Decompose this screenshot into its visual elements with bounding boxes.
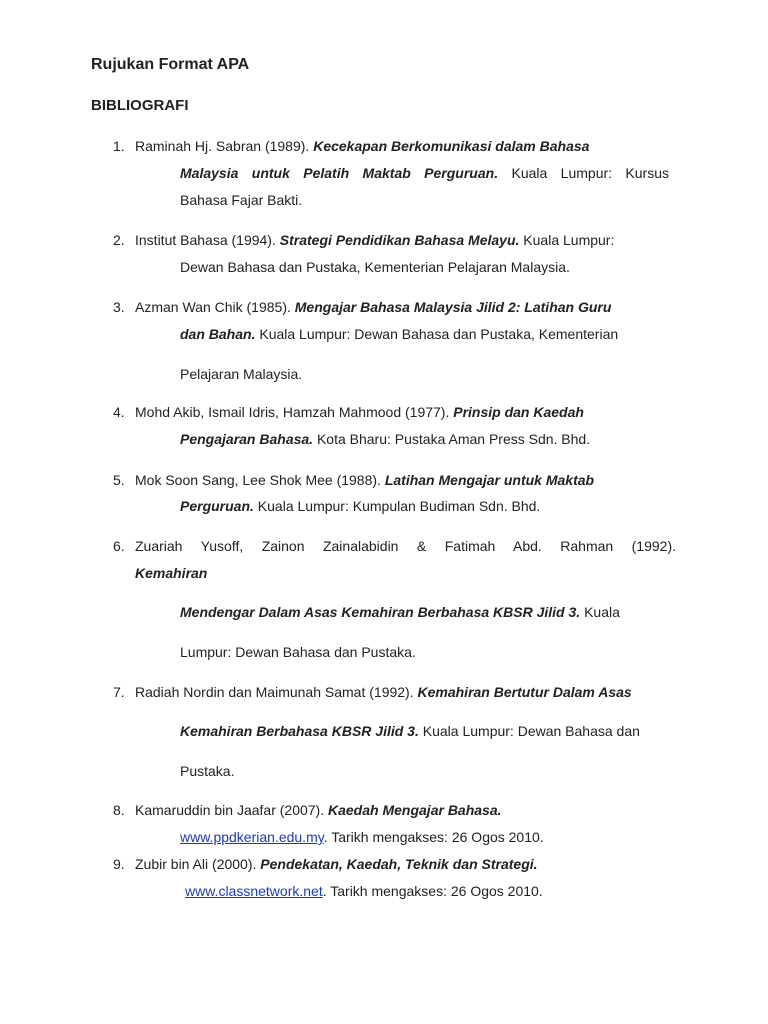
ref-line: Malaysia untuk Pelatih Maktab Perguruan. Kuala Lumpur: Kursus [180, 165, 670, 181]
ref-line: Lumpur: Dewan Bahasa dan Pustaka. [180, 644, 416, 660]
ref-line: Kemahiran [135, 565, 208, 581]
ref-line: Raminah Hj. Sabran (1989). Kecekapan Berkomunikasi dalam Bahasa [135, 138, 590, 154]
ref-line: www.classnetwork.net. Tarikh mengakses: 26 Ogos 2010. [185, 883, 543, 899]
ref-number: 8. [113, 802, 125, 818]
ref-line: Radiah Nordin dan Maimunah Samat (1992). Kemahiran Bertutur Dalam Asas [135, 684, 632, 700]
ref-line: Institut Bahasa (1994). Strategi Pendidikan Bahasa Melayu. Kuala Lumpur: [135, 232, 615, 248]
ref-line: Mendengar Dalam Asas Kemahiran Berbahasa KBSR Jilid 3. Kuala [180, 604, 620, 620]
ref-line: Pengajaran Bahasa. Kota Bharu: Pustaka Aman Press Sdn. Bhd. [180, 431, 591, 447]
ref-line: Pustaka. [180, 763, 235, 779]
ref-line: Kamaruddin bin Jaafar (2007). Kaedah Mengajar Bahasa. [135, 802, 502, 818]
ref-line: Mohd Akib, Ismail Idris, Hamzah Mahmood (1977). Prinsip dan Kaedah [135, 404, 584, 420]
ref-line: Zuariah Yusoff, Zainon Zainalabidin & Fatimah Abd. Rahman (1992). [135, 538, 676, 554]
ref-line: Pelajaran Malaysia. [180, 366, 303, 382]
ref-number: 9. [113, 856, 125, 872]
ref-number: 4. [113, 404, 125, 420]
ref-number: 3. [113, 299, 125, 315]
ref-link[interactable]: www.ppdkerian.edu.my [180, 829, 324, 845]
page-heading: Rujukan Format APA [91, 56, 250, 73]
ref-line: dan Bahan. Kuala Lumpur: Dewan Bahasa dan Pustaka, Kementerian [180, 326, 619, 342]
ref-line: Mok Soon Sang, Lee Shok Mee (1988). Latihan Mengajar untuk Maktab [135, 472, 595, 488]
ref-line: Kemahiran Berbahasa KBSR Jilid 3. Kuala Lumpur: Dewan Bahasa dan [180, 723, 640, 739]
ref-line: Azman Wan Chik (1985). Mengajar Bahasa Malaysia Jilid 2: Latihan Guru [135, 299, 612, 315]
ref-line: Bahasa Fajar Bakti. [180, 192, 303, 208]
ref-number: 1. [113, 138, 125, 154]
section-title: BIBLIOGRAFI [91, 97, 189, 114]
ref-line: Zubir bin Ali (2000). Pendekatan, Kaedah, Teknik dan Strategi. [135, 856, 538, 872]
ref-number: 6. [113, 538, 125, 554]
ref-link[interactable]: www.classnetwork.net [185, 883, 323, 899]
ref-line: Perguruan. Kuala Lumpur: Kumpulan Budiman Sdn. Bhd. [180, 498, 541, 514]
ref-number: 7. [113, 684, 125, 700]
ref-number: 5. [113, 472, 125, 488]
ref-line: Dewan Bahasa dan Pustaka, Kementerian Pelajaran Malaysia. [180, 259, 570, 275]
ref-line: www.ppdkerian.edu.my. Tarikh mengakses: 26 Ogos 2010. [180, 829, 544, 845]
ref-number: 2. [113, 232, 125, 248]
